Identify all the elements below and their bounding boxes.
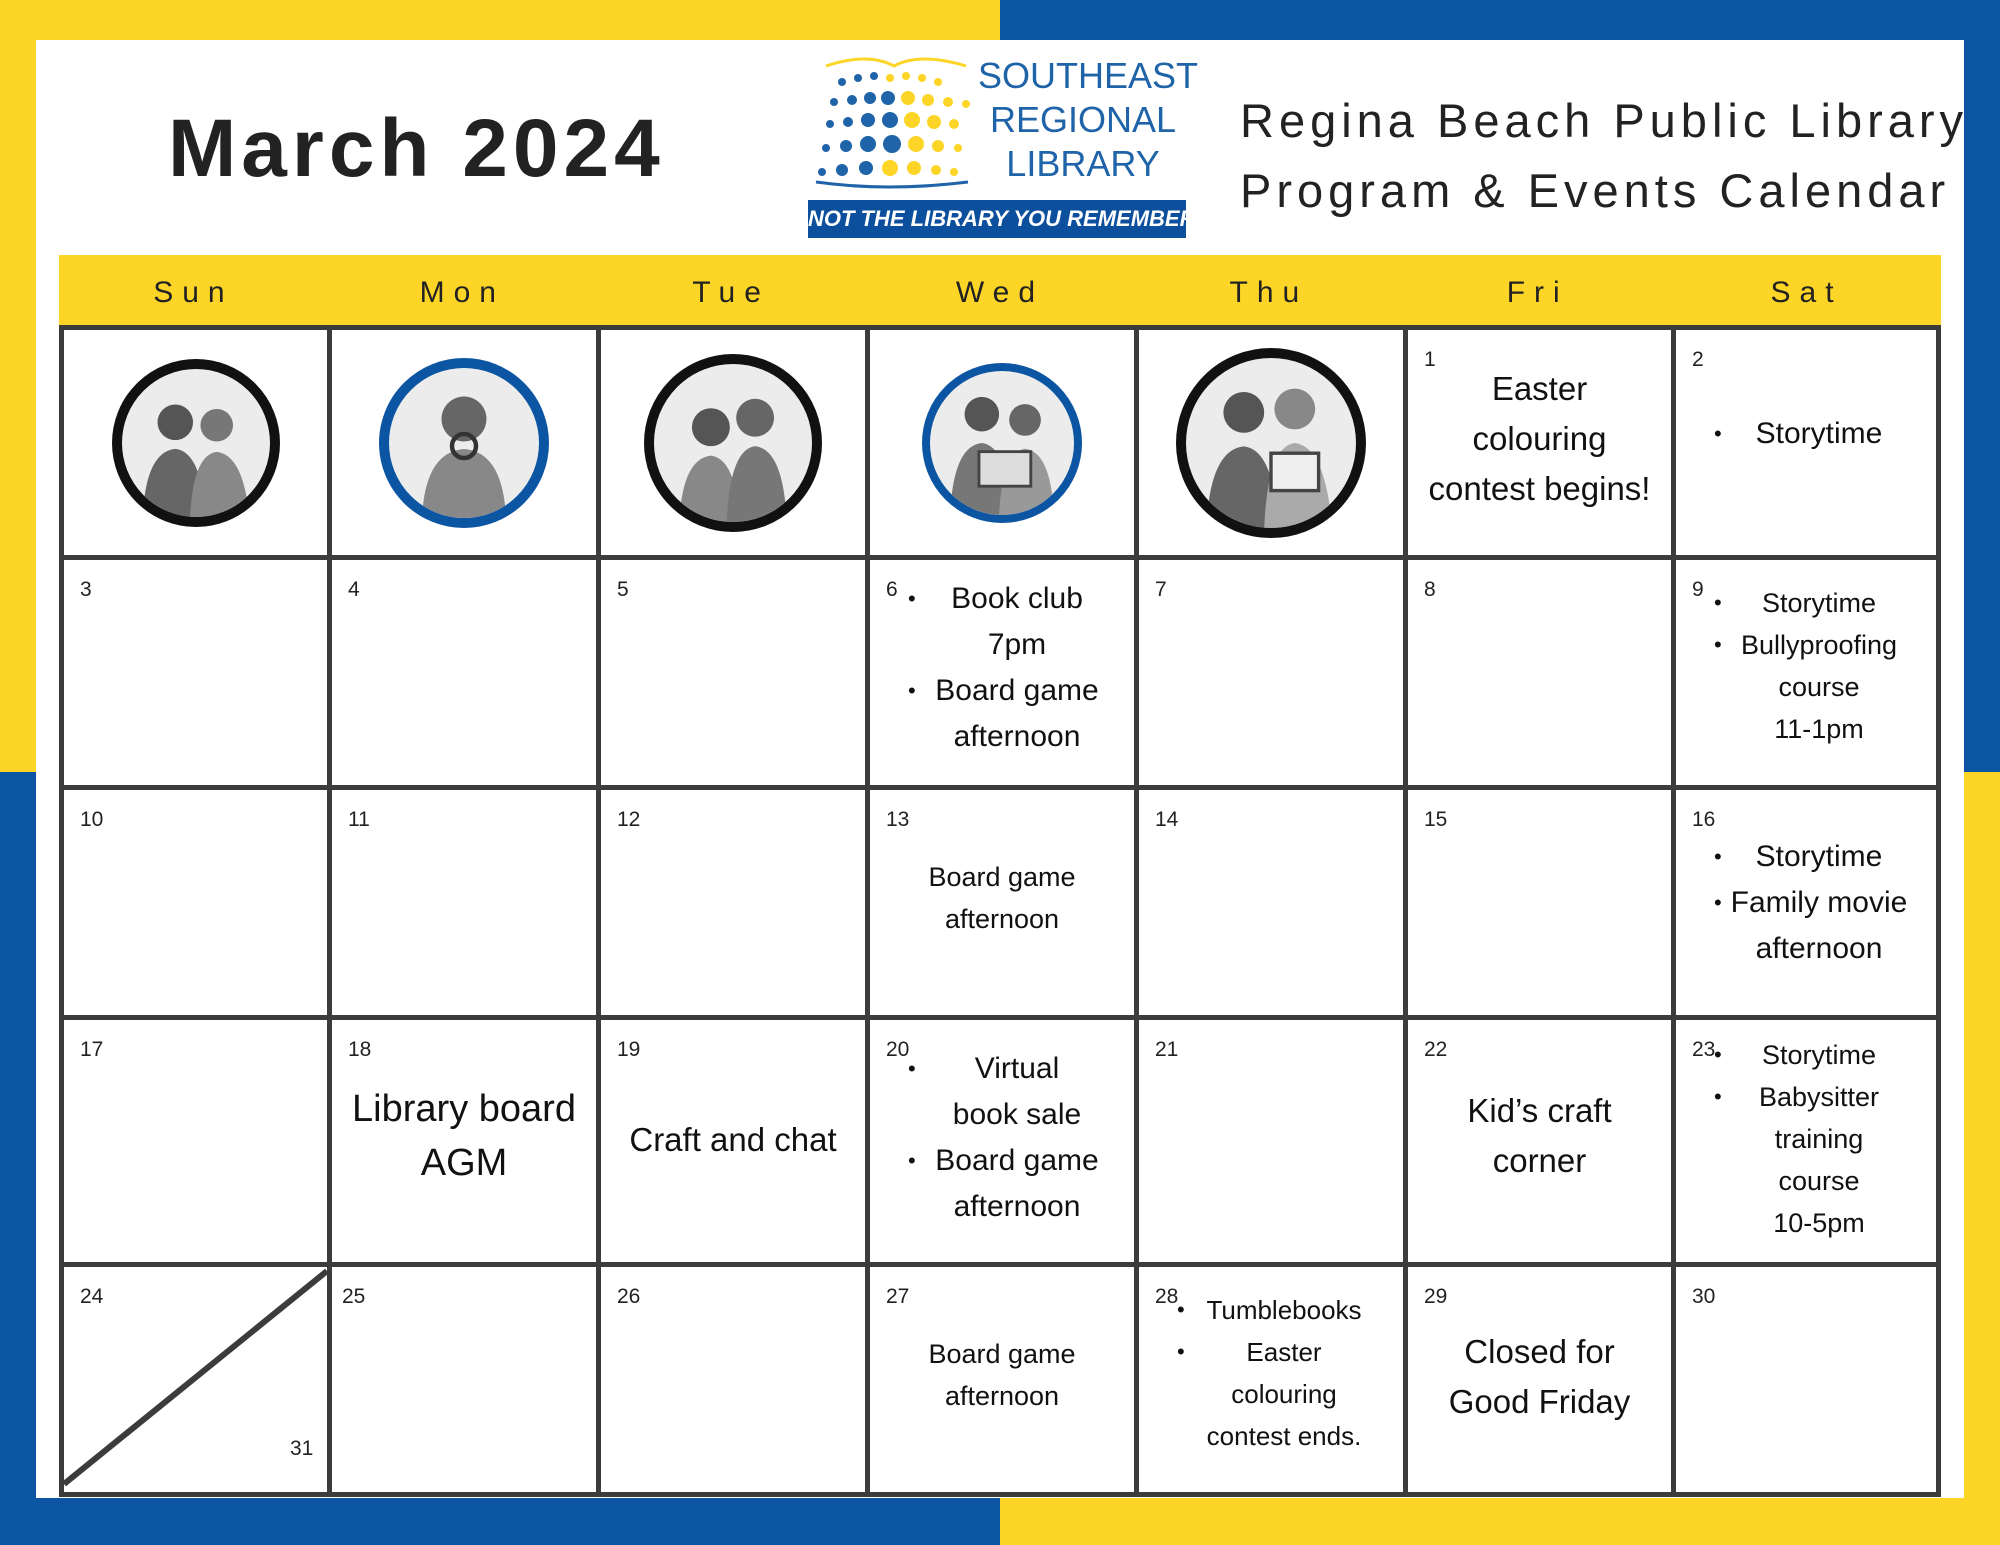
date-number: 10	[80, 808, 104, 831]
calendar-cell-27	[865, 1262, 1139, 1497]
calendar-cell-photo	[596, 325, 870, 560]
date-number: 13	[886, 808, 910, 831]
event-virtual-book-sale: • Virtual book sale	[870, 1046, 1134, 1138]
person-icon	[389, 368, 539, 518]
event-board-game	[870, 1333, 1134, 1417]
calendar-cell-photo	[59, 325, 332, 560]
calendar-cell-14	[1134, 785, 1408, 1020]
calendar-cell-2	[1671, 325, 1941, 560]
event-board-game: • Board game afternoon	[870, 1138, 1134, 1230]
event-list	[1139, 1289, 1403, 1457]
date-number: 17	[80, 1038, 104, 1061]
calendar-cell-10	[59, 785, 332, 1020]
photo-couple-laptop	[922, 363, 1082, 523]
date-number: 7	[1155, 578, 1167, 601]
event-line: afternoon	[944, 904, 1060, 934]
event-list	[1676, 1034, 1936, 1244]
calendar-cell-13	[865, 785, 1139, 1020]
weekday-sun: Sun	[153, 276, 234, 309]
date-number: 5	[617, 578, 629, 601]
calendar-cell-23	[1671, 1015, 1941, 1267]
event-board-game: • Board game afternoon	[870, 668, 1134, 760]
date-number: 11	[348, 808, 370, 831]
event-line: Library board	[352, 1088, 576, 1130]
photo-two-kids	[644, 354, 822, 532]
event-line: Kid’s craft	[1467, 1092, 1612, 1129]
subtitle-line-1: Regina Beach Public Library	[1240, 94, 1969, 147]
date-number: 30	[1692, 1285, 1716, 1308]
event-craft-and-chat: Craft and chat	[629, 1121, 837, 1158]
event-line: Board game	[928, 1339, 1076, 1369]
calendar-cell-9	[1671, 555, 1941, 790]
logo-line-1: SOUTHEAST	[978, 55, 1199, 96]
calendar-cell-29	[1403, 1262, 1676, 1497]
calendar-cell-12	[596, 785, 870, 1020]
event-line: corner	[1492, 1142, 1587, 1179]
event-kids-craft-corner	[1408, 1086, 1671, 1186]
page-title: March 2024	[168, 103, 665, 194]
date-number: 23	[1692, 1038, 1716, 1061]
date-number: 12	[617, 808, 641, 831]
date-number: 31	[290, 1437, 314, 1460]
calendar-cell-1	[1403, 325, 1676, 560]
calendar-cell-24-31	[59, 1262, 332, 1497]
date-number: 27	[886, 1285, 910, 1308]
event-list	[1676, 834, 1936, 972]
date-number: 3	[80, 578, 92, 601]
event-library-board-agm	[332, 1082, 596, 1190]
calendar-cell-22	[1403, 1015, 1676, 1267]
calendar-cell-16	[1671, 785, 1941, 1020]
date-number: 4	[348, 578, 360, 601]
date-number: 26	[617, 1285, 641, 1308]
event-book-club: • Book club 7pm	[870, 576, 1134, 668]
photo-older-couple	[112, 359, 280, 527]
calendar-cell-21	[1134, 1015, 1408, 1267]
date-number: 20	[886, 1038, 910, 1061]
calendar-cell-28	[1134, 1262, 1408, 1497]
event-storytime: • Storytime	[1676, 412, 1936, 456]
weekday-thu: Thu	[1229, 276, 1309, 309]
calendar-cell-19	[596, 1015, 870, 1267]
subtitle-line-2: Program & Events Calendar	[1240, 164, 1951, 217]
event-bullyproofing: • Bullyproofing course 11-1pm	[1676, 624, 1936, 750]
event-line: contest begins!	[1428, 470, 1651, 507]
event-family-movie: • Family movie afternoon	[1676, 880, 1936, 972]
event-storytime: • Storytime	[1676, 582, 1936, 624]
weekday-mon: Mon	[419, 276, 505, 309]
weekday-header	[59, 255, 1941, 327]
date-number: 6	[886, 578, 898, 601]
calendar-cell-photo	[1134, 325, 1408, 560]
date-number: 24	[80, 1285, 104, 1308]
calendar-cell-20	[865, 1015, 1139, 1267]
event-tumblebooks: • Tumblebooks	[1139, 1289, 1403, 1331]
children-icon	[654, 364, 812, 522]
date-number: 2	[1692, 348, 1704, 371]
event-easter-colouring-begins	[1408, 364, 1671, 514]
date-number: 18	[348, 1038, 372, 1061]
calendar-cell-18	[327, 1015, 601, 1267]
logo-line-2: REGIONAL	[989, 99, 1177, 140]
weekday-wed: Wed	[955, 276, 1045, 309]
people-laptop-icon	[930, 371, 1074, 515]
calendar-cell-3	[59, 555, 332, 790]
event-board-game	[870, 856, 1134, 940]
calendar-cell-6	[865, 555, 1139, 790]
event-list	[870, 1046, 1134, 1230]
calendar-cell-15	[1403, 785, 1676, 1020]
date-number: 21	[1155, 1038, 1179, 1061]
calendar-cell-26	[596, 1262, 870, 1497]
event-line: Board game	[928, 862, 1076, 892]
event-list	[870, 576, 1134, 760]
calendar-cell-11	[327, 785, 601, 1020]
calendar-cell-4	[327, 555, 601, 790]
event-line: afternoon	[944, 1381, 1060, 1411]
date-number: 14	[1155, 808, 1179, 831]
calendar-cell-30	[1671, 1262, 1941, 1497]
photo-seniors-reading	[1176, 348, 1366, 538]
weekday-tue: Tue	[692, 276, 770, 309]
calendar-cell-25	[327, 1262, 601, 1497]
calendar-cell-photo	[865, 325, 1139, 560]
event-list	[1676, 582, 1936, 750]
event-storytime: • Storytime	[1676, 1034, 1936, 1076]
calendar-cell-17	[59, 1015, 332, 1267]
calendar-cell-8	[1403, 555, 1676, 790]
date-number: 15	[1424, 808, 1448, 831]
date-number: 16	[1692, 808, 1716, 831]
event-line: Closed for	[1464, 1333, 1615, 1370]
event-line: AGM	[420, 1142, 508, 1184]
date-number: 29	[1424, 1285, 1448, 1308]
date-number: 8	[1424, 578, 1436, 601]
date-number: 22	[1424, 1038, 1448, 1061]
date-number: 9	[1692, 578, 1704, 601]
calendar-cell-5	[596, 555, 870, 790]
event-line: Easter	[1491, 370, 1588, 407]
calendar-subtitle	[1240, 86, 1968, 226]
date-number: 1	[1424, 348, 1436, 371]
date-number: 25	[342, 1285, 366, 1308]
event-closed-good-friday	[1408, 1327, 1671, 1427]
event-list	[1676, 412, 1936, 456]
weekday-sat: Sat	[1770, 276, 1843, 309]
weekday-fri: Fri	[1506, 276, 1569, 309]
event-line: Good Friday	[1448, 1383, 1631, 1420]
event-line: colouring	[1472, 420, 1607, 457]
event-easter-colouring-ends: • Easter colouring contest ends.	[1139, 1331, 1403, 1457]
calendar-cell-photo	[327, 325, 601, 560]
date-number: 28	[1155, 1285, 1179, 1308]
book-dots-icon	[808, 52, 978, 192]
logo-tagline: NOT THE LIBRARY YOU REMEMBER	[808, 200, 1186, 238]
event-storytime: • Storytime	[1676, 834, 1936, 880]
calendar-cell-7	[1134, 555, 1408, 790]
people-icon	[122, 369, 270, 517]
diagonal-split-line	[64, 1267, 327, 1492]
library-logo	[808, 52, 1199, 238]
seniors-book-icon	[1186, 358, 1356, 528]
photo-teen-headphones	[379, 358, 549, 528]
event-babysitter-course: • Babysitter training course 10-5pm	[1676, 1076, 1936, 1244]
calendar-grid	[59, 325, 1941, 1497]
logo-line-3: LIBRARY	[1006, 143, 1160, 184]
date-number: 19	[617, 1038, 641, 1061]
